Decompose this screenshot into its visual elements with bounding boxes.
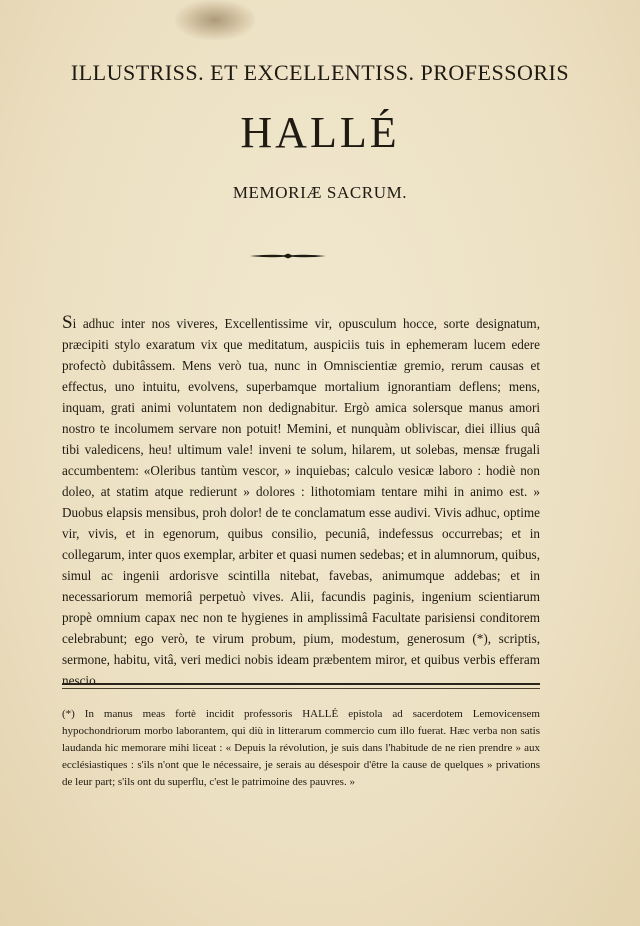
dedication-body — [62, 312, 540, 691]
footnote-rule-thin — [62, 688, 540, 689]
dedication-heading: ILLUSTRISS. ET EXCELLENTISS. PROFESSORIS — [70, 60, 570, 85]
body-paragraph: i adhuc inter nos viveres, Excellentissime vir, opusculum hocce, sorte designatum, præcipiti stylo exaratum vix que meditatum, auspiciis tuis in ephemeram lucem edere profectò dubitâssem. Mens verò tua, nunc in Omniscientiæ gremio, rerum causas et effectus, uno intuitu, evolvens, superbamque mortalium ignorantiam deflens; mens, inquam, grati animi voluntatem non dedignabitur. Ergò amica solersque manus amori nostro te incolumem servare non potuit! Memini, et nunquàm obliviscar, diei illius quâ tibi valedicens, heu! ultimum vale! inveni te solum, hilarem, ut solebas, mensæ frugali accumbentem: «Oleribus tantùm vescor, » inquiebas; calculo vesicæ laboro : hodiè non doleo, at statim atque redierunt » dolores : lithotomiam tentare mihi in animo est. » Duobus elapsis mensibus, proh dolor! de te conclamatum esse audivi. Vivis adhuc, optime vir, vivis, et in egenorum, quibus consilio, pecuniâ, indefessus occurrebas; et in collegarum, inter quos exemplar, arbiter et quasi numen sedebas; et in alumnorum, quibus, simul ac ingenii ardorisve scintilla nitebat, favebas, animumque addebas; et in necessariorum memoriâ perpetuò vives. Alii, facundis paginis, ingenium scientiarum propè omnium capax nec non te hygienes in amplissimâ Facultate parisiensi conditorem celebrabunt; ego verò, te virum probum, pium, modestum, generosum (*), scriptis, sermone, habitu, vitâ, veri medici nobis ideam præbentem miror, et quibus verbis efferam nescio. — [62, 316, 540, 688]
footnote — [62, 706, 540, 791]
drop-cap: S — [62, 312, 73, 333]
footnote-rule — [62, 683, 540, 685]
ornament-divider — [248, 252, 328, 260]
paper-stain — [175, 0, 255, 40]
honoree-name: HALLÉ — [240, 108, 400, 157]
dedication-subheading: MEMORIÆ SACRUM. — [232, 183, 408, 202]
footnote-text: (*) In manus meas fortè incidit professoris HALLÉ epistola ad sacerdotem Lemovicensem hypochondriorum morbo laborantem, qui diù in litterarum commercio cum illo fuerat. Hæc verba non satis laudanda hic memorare mihi liceat : « Depuis la révolution, je suis dans l'habitude de ne rien prendre » aux ecclésiastiques : s'ils n'ont que le nécessaire, je serais au désespoir d'être la cause de quelques » privations de leur part; s'ils ont du superflu, c'est le patrimoine des pauvres. » — [62, 708, 540, 788]
